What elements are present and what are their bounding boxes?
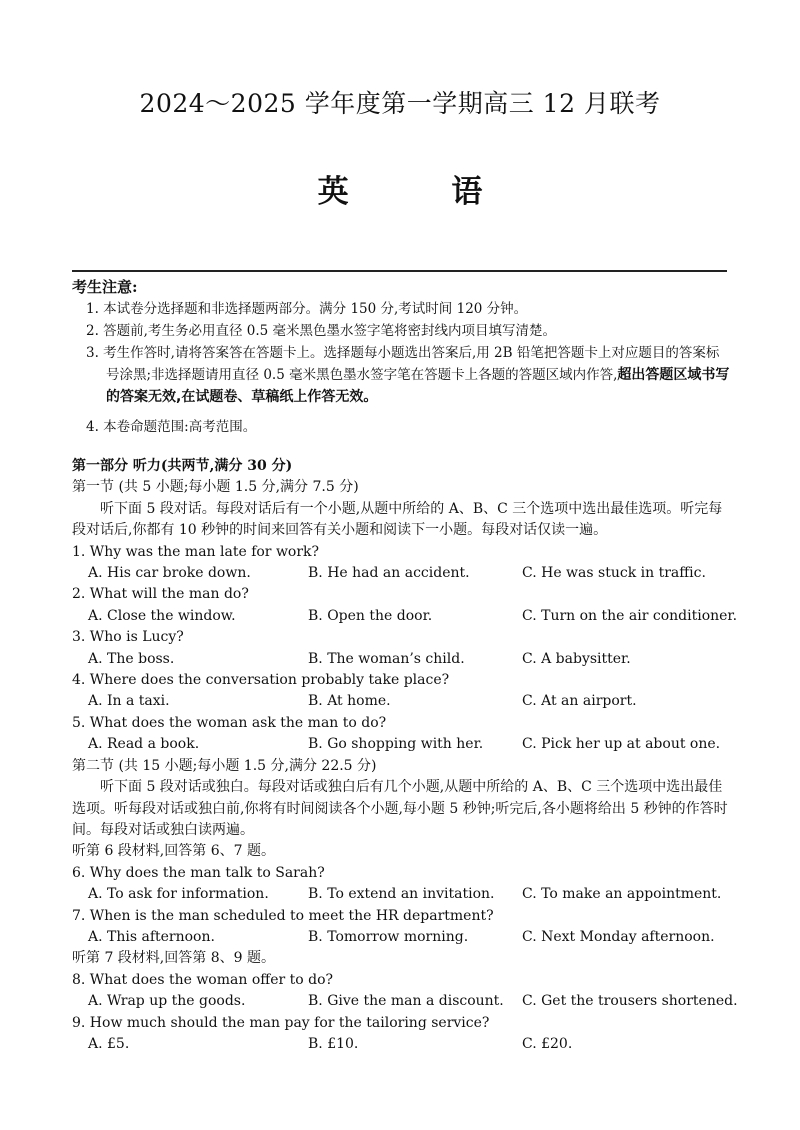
option-c: C. He was stuck in traffic. xyxy=(522,565,706,582)
option-c: C. Next Monday afternoon. xyxy=(522,928,715,945)
question-text: 6. Why does the man talk to Sarah? xyxy=(72,864,325,881)
notice-item-2: 2. 答题前,考生务必用直径 0.5 毫米黑色墨水签字笔将密封线内项目填写清楚。 xyxy=(86,323,557,339)
notice-item-3-emphasis: 超出答题区域书写的答案无效,在试题卷、草稿纸上作答无效。 xyxy=(106,367,730,405)
section1-instructions: 听下面 5 段对话。每段对话后有一个小题,从题中所给的 A、B、C 三个选项中选出最佳选项。听完每段对话后,你都有 10 秒钟的时间来回答有关小题和阅读下一小题。每段对话仅读一遍。 xyxy=(72,500,723,539)
material-6-label: 听第 6 段材料,回答第 6、7 题。 xyxy=(72,843,275,860)
option-a: A. This afternoon. xyxy=(88,928,215,945)
notice-heading: 考生注意: xyxy=(72,278,138,296)
question-text: 8. What does the woman offer to do? xyxy=(72,971,334,988)
question-block xyxy=(72,863,732,906)
notice-item-4: 4. 本卷命题范围:高考范围。 xyxy=(86,419,257,435)
option-a: A. Wrap up the goods. xyxy=(88,993,246,1010)
option-b: B. Go shopping with her. xyxy=(308,736,484,753)
option-c: C. Turn on the air conditioner. xyxy=(522,607,738,624)
question-block xyxy=(72,584,738,627)
option-c: C. A babysitter. xyxy=(522,650,631,667)
material-7-label: 听第 7 段材料,回答第 8、9 题。 xyxy=(72,950,275,967)
part-heading: 第一部分 听力(共两节,满分 30 分) xyxy=(72,458,293,474)
listening-part xyxy=(72,456,738,1055)
question-block xyxy=(72,670,732,713)
option-b: B. He had an accident. xyxy=(308,565,470,582)
section2-instructions: 听下面 5 段对话或独白。每段对话或独白后有几个小题,从题中所给的 A、B、C 三个选项中选出最佳选项。听每段对话或独白前,你将有时间阅读各个小题,每小题 5 秒钟;听完后,各小题将给出 5 秒钟的作答时间。每段对话或独白读两遍。 xyxy=(72,779,728,838)
section1-heading: 第一节 (共 5 小题;每小题 1.5 分,满分 7.5 分) xyxy=(72,479,359,496)
option-a: A. Close the window. xyxy=(88,607,236,624)
notice-item-3-text: 3. 考生作答时,请将答案答在答题卡上。选择题每小题选出答案后,用 2B 铅笔把答题卡上对应题目的答案标号涂黑;非选择题请用直径 0.5 毫米黑色墨水签字笔在答题卡上各题的答题区域内作答, xyxy=(86,345,720,383)
notice-item-3 xyxy=(72,342,732,408)
question-text: 3. Who is Lucy? xyxy=(72,629,184,646)
subject-title: 英 语 xyxy=(317,174,529,210)
question-text: 5. What does the woman ask the man to do? xyxy=(72,714,387,731)
option-c: C. Get the trousers shortened. xyxy=(522,993,738,1010)
option-c: C. Pick her up at about one. xyxy=(522,736,721,753)
question-block xyxy=(72,906,732,949)
option-a: A. To ask for information. xyxy=(88,886,269,903)
option-b: B. £10. xyxy=(308,1035,359,1052)
exam-title: 2024～2025 学年度第一学期高三 12 月联考 xyxy=(139,89,661,118)
option-b: B. Give the man a discount. xyxy=(308,993,504,1010)
section2-heading: 第二节 (共 15 小题;每小题 1.5 分,满分 22.5 分) xyxy=(72,757,377,774)
question-text: 4. Where does the conversation probably take place? xyxy=(72,672,450,689)
option-b: B. Tomorrow morning. xyxy=(308,928,469,945)
notice-item-1: 1. 本试卷分选择题和非选择题两部分。满分 150 分,考试时间 120 分钟。 xyxy=(86,301,528,317)
option-c: C. To make an appointment. xyxy=(522,886,722,903)
option-b: B. The woman’s child. xyxy=(308,650,465,667)
candidate-notice xyxy=(72,276,732,438)
question-text: 7. When is the man scheduled to meet the HR department? xyxy=(72,907,494,924)
question-block xyxy=(72,1013,732,1056)
question-block xyxy=(72,542,732,585)
option-a: A. The boss. xyxy=(88,650,175,667)
option-c: C. £20. xyxy=(522,1035,573,1052)
question-block xyxy=(72,713,732,756)
option-a: A. £5. xyxy=(88,1035,130,1052)
divider-line xyxy=(72,270,727,272)
option-b: B. At home. xyxy=(308,693,391,710)
option-b: B. Open the door. xyxy=(308,607,433,624)
question-text: 2. What will the man do? xyxy=(72,586,249,603)
question-block xyxy=(72,627,732,670)
option-a: A. In a taxi. xyxy=(88,693,170,710)
option-a: A. His car broke down. xyxy=(88,565,251,582)
option-b: B. To extend an invitation. xyxy=(308,886,495,903)
option-a: A. Read a book. xyxy=(88,736,200,753)
question-text: 9. How much should the man pay for the tailoring service? xyxy=(72,1014,490,1031)
option-c: C. At an airport. xyxy=(522,693,637,710)
question-text: 1. Why was the man late for work? xyxy=(72,543,320,560)
question-block xyxy=(72,970,738,1013)
